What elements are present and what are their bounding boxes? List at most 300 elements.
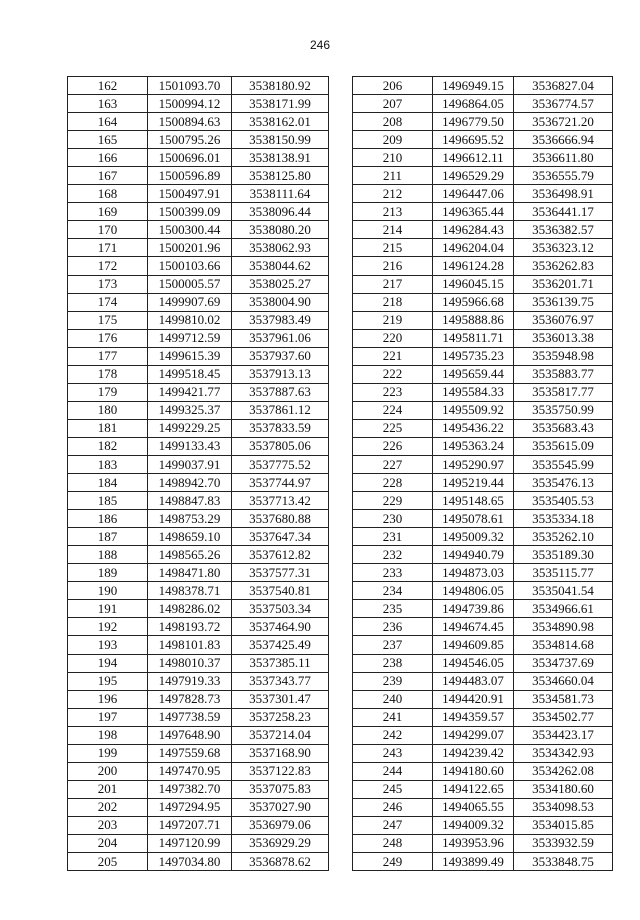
x-coordinate-cell: 1494299.07 — [433, 726, 514, 744]
y-coordinate-cell: 3537861.12 — [232, 401, 329, 419]
x-coordinate-cell: 1500696.01 — [148, 149, 232, 167]
point-number-cell: 215 — [353, 239, 433, 257]
x-coordinate-cell: 1497382.70 — [148, 780, 232, 798]
point-number-cell: 174 — [68, 293, 148, 311]
table-row — [68, 149, 329, 167]
table-row — [68, 95, 329, 113]
x-coordinate-cell: 1500894.63 — [148, 113, 232, 131]
point-number-cell: 201 — [68, 780, 148, 798]
y-coordinate-cell: 3537464.90 — [232, 618, 329, 636]
point-number-cell: 177 — [68, 347, 148, 365]
y-coordinate-cell: 3535189.30 — [514, 546, 613, 564]
y-coordinate-cell: 3538125.80 — [232, 167, 329, 185]
point-number-cell: 210 — [353, 149, 433, 167]
table-row — [353, 401, 613, 419]
table-row — [68, 275, 329, 293]
table-row — [68, 131, 329, 149]
point-number-cell: 165 — [68, 131, 148, 149]
table-row — [353, 492, 613, 510]
point-number-cell: 241 — [353, 708, 433, 726]
y-coordinate-cell: 3537961.06 — [232, 329, 329, 347]
y-coordinate-cell: 3537937.60 — [232, 347, 329, 365]
y-coordinate-cell: 3535262.10 — [514, 528, 613, 546]
table-row — [353, 744, 613, 762]
point-number-cell: 180 — [68, 401, 148, 419]
table-row — [68, 167, 329, 185]
table-row — [68, 329, 329, 347]
point-number-cell: 175 — [68, 311, 148, 329]
table-row — [68, 636, 329, 654]
point-number-cell: 179 — [68, 383, 148, 401]
y-coordinate-cell: 3537027.90 — [232, 798, 329, 816]
point-number-cell: 169 — [68, 203, 148, 221]
y-coordinate-cell: 3535405.53 — [514, 492, 613, 510]
x-coordinate-cell: 1495363.24 — [433, 437, 514, 455]
y-coordinate-cell: 3533848.75 — [514, 853, 613, 871]
x-coordinate-cell: 1495966.68 — [433, 293, 514, 311]
x-coordinate-cell: 1494359.57 — [433, 708, 514, 726]
y-coordinate-cell: 3537887.63 — [232, 383, 329, 401]
y-coordinate-cell: 3536721.20 — [514, 113, 613, 131]
y-coordinate-cell: 3535817.77 — [514, 383, 613, 401]
x-coordinate-cell: 1496529.29 — [433, 167, 514, 185]
x-coordinate-cell: 1496612.11 — [433, 149, 514, 167]
table-row — [68, 239, 329, 257]
table-row — [353, 582, 613, 600]
point-number-cell: 249 — [353, 853, 433, 871]
point-number-cell: 244 — [353, 762, 433, 780]
y-coordinate-cell: 3537168.90 — [232, 744, 329, 762]
point-number-cell: 172 — [68, 257, 148, 275]
point-number-cell: 166 — [68, 149, 148, 167]
table-row — [68, 221, 329, 239]
table-row — [68, 762, 329, 780]
y-coordinate-cell: 3537713.42 — [232, 492, 329, 510]
point-number-cell: 219 — [353, 311, 433, 329]
x-coordinate-cell: 1495219.44 — [433, 474, 514, 492]
point-number-cell: 207 — [353, 95, 433, 113]
point-number-cell: 221 — [353, 347, 433, 365]
point-number-cell: 239 — [353, 672, 433, 690]
x-coordinate-cell: 1495659.44 — [433, 365, 514, 383]
x-coordinate-cell: 1497828.73 — [148, 690, 232, 708]
x-coordinate-cell: 1494940.79 — [433, 546, 514, 564]
point-number-cell: 168 — [68, 185, 148, 203]
y-coordinate-cell: 3535545.99 — [514, 455, 613, 473]
x-coordinate-cell: 1494009.32 — [433, 816, 514, 834]
y-coordinate-cell: 3538171.99 — [232, 95, 329, 113]
y-coordinate-cell: 3537075.83 — [232, 780, 329, 798]
point-number-cell: 205 — [68, 853, 148, 871]
point-number-cell: 186 — [68, 510, 148, 528]
y-coordinate-cell: 3536979.06 — [232, 816, 329, 834]
y-coordinate-cell: 3536827.04 — [514, 77, 613, 95]
table-row — [353, 149, 613, 167]
point-number-cell: 196 — [68, 690, 148, 708]
point-number-cell: 224 — [353, 401, 433, 419]
table-row — [68, 474, 329, 492]
x-coordinate-cell: 1495735.23 — [433, 347, 514, 365]
y-coordinate-cell: 3535615.09 — [514, 437, 613, 455]
y-coordinate-cell: 3534814.68 — [514, 636, 613, 654]
x-coordinate-cell: 1499037.91 — [148, 455, 232, 473]
table-row — [68, 834, 329, 852]
table-row — [68, 816, 329, 834]
x-coordinate-cell: 1501093.70 — [148, 77, 232, 95]
y-coordinate-cell: 3535334.18 — [514, 510, 613, 528]
x-coordinate-cell: 1497207.71 — [148, 816, 232, 834]
y-coordinate-cell: 3536555.79 — [514, 167, 613, 185]
x-coordinate-cell: 1495148.65 — [433, 492, 514, 510]
table-row — [353, 834, 613, 852]
y-coordinate-cell: 3536382.57 — [514, 221, 613, 239]
table-row — [353, 636, 613, 654]
point-number-cell: 198 — [68, 726, 148, 744]
table-row — [68, 600, 329, 618]
point-number-cell: 230 — [353, 510, 433, 528]
point-number-cell: 242 — [353, 726, 433, 744]
y-coordinate-cell: 3535883.77 — [514, 365, 613, 383]
point-number-cell: 164 — [68, 113, 148, 131]
point-number-cell: 189 — [68, 564, 148, 582]
point-number-cell: 200 — [68, 762, 148, 780]
x-coordinate-cell: 1495584.33 — [433, 383, 514, 401]
table-row — [353, 131, 613, 149]
point-number-cell: 226 — [353, 437, 433, 455]
table-row — [353, 221, 613, 239]
x-coordinate-cell: 1495436.22 — [433, 419, 514, 437]
point-number-cell: 183 — [68, 455, 148, 473]
point-number-cell: 232 — [353, 546, 433, 564]
x-coordinate-cell: 1499907.69 — [148, 293, 232, 311]
table-row — [353, 726, 613, 744]
x-coordinate-cell: 1499810.02 — [148, 311, 232, 329]
x-coordinate-cell: 1496779.50 — [433, 113, 514, 131]
x-coordinate-cell: 1500795.26 — [148, 131, 232, 149]
point-number-cell: 188 — [68, 546, 148, 564]
point-number-cell: 233 — [353, 564, 433, 582]
point-number-cell: 212 — [353, 185, 433, 203]
x-coordinate-cell: 1498471.80 — [148, 564, 232, 582]
x-coordinate-cell: 1498101.83 — [148, 636, 232, 654]
y-coordinate-cell: 3536262.83 — [514, 257, 613, 275]
table-row — [68, 582, 329, 600]
y-coordinate-cell: 3534180.60 — [514, 780, 613, 798]
table-row — [68, 780, 329, 798]
point-number-cell: 204 — [68, 834, 148, 852]
x-coordinate-cell: 1500201.96 — [148, 239, 232, 257]
point-number-cell: 228 — [353, 474, 433, 492]
y-coordinate-cell: 3535041.54 — [514, 582, 613, 600]
point-number-cell: 167 — [68, 167, 148, 185]
point-number-cell: 223 — [353, 383, 433, 401]
y-coordinate-cell: 3537612.82 — [232, 546, 329, 564]
point-number-cell: 184 — [68, 474, 148, 492]
point-number-cell: 222 — [353, 365, 433, 383]
x-coordinate-cell: 1495509.92 — [433, 401, 514, 419]
table-row — [68, 853, 329, 871]
table-row — [353, 546, 613, 564]
table-row — [68, 113, 329, 131]
y-coordinate-cell: 3537540.81 — [232, 582, 329, 600]
x-coordinate-cell: 1497294.95 — [148, 798, 232, 816]
point-number-cell: 206 — [353, 77, 433, 95]
table-row — [353, 455, 613, 473]
x-coordinate-cell: 1496204.04 — [433, 239, 514, 257]
table-row — [68, 618, 329, 636]
y-coordinate-cell: 3534660.04 — [514, 672, 613, 690]
x-coordinate-cell: 1493953.96 — [433, 834, 514, 852]
table-row — [353, 510, 613, 528]
point-number-cell: 248 — [353, 834, 433, 852]
table-row — [353, 293, 613, 311]
y-coordinate-cell: 3538062.93 — [232, 239, 329, 257]
point-number-cell: 245 — [353, 780, 433, 798]
table-row — [68, 293, 329, 311]
point-number-cell: 211 — [353, 167, 433, 185]
point-number-cell: 203 — [68, 816, 148, 834]
x-coordinate-cell: 1497738.59 — [148, 708, 232, 726]
table-row — [68, 365, 329, 383]
x-coordinate-cell: 1500103.66 — [148, 257, 232, 275]
table-row — [353, 618, 613, 636]
point-number-cell: 217 — [353, 275, 433, 293]
x-coordinate-cell: 1496365.44 — [433, 203, 514, 221]
table-row — [353, 437, 613, 455]
table-row — [353, 780, 613, 798]
table-row — [68, 383, 329, 401]
table-row — [353, 239, 613, 257]
table-row — [68, 654, 329, 672]
coordinate-table-left — [67, 76, 329, 871]
x-coordinate-cell: 1498193.72 — [148, 618, 232, 636]
point-number-cell: 213 — [353, 203, 433, 221]
table-row — [353, 365, 613, 383]
x-coordinate-cell: 1496864.05 — [433, 95, 514, 113]
y-coordinate-cell: 3538111.64 — [232, 185, 329, 203]
x-coordinate-cell: 1495078.61 — [433, 510, 514, 528]
table-row — [353, 798, 613, 816]
point-number-cell: 182 — [68, 437, 148, 455]
point-number-cell: 214 — [353, 221, 433, 239]
y-coordinate-cell: 3538004.90 — [232, 293, 329, 311]
y-coordinate-cell: 3538025.27 — [232, 275, 329, 293]
x-coordinate-cell: 1494483.07 — [433, 672, 514, 690]
y-coordinate-cell: 3538150.99 — [232, 131, 329, 149]
x-coordinate-cell: 1496045.15 — [433, 275, 514, 293]
table-row — [68, 419, 329, 437]
y-coordinate-cell: 3537833.59 — [232, 419, 329, 437]
table-row — [353, 113, 613, 131]
y-coordinate-cell: 3537122.83 — [232, 762, 329, 780]
point-number-cell: 197 — [68, 708, 148, 726]
y-coordinate-cell: 3536139.75 — [514, 293, 613, 311]
x-coordinate-cell: 1500399.09 — [148, 203, 232, 221]
point-number-cell: 220 — [353, 329, 433, 347]
x-coordinate-cell: 1497648.90 — [148, 726, 232, 744]
table-row — [353, 654, 613, 672]
x-coordinate-cell: 1499615.39 — [148, 347, 232, 365]
y-coordinate-cell: 3534098.53 — [514, 798, 613, 816]
point-number-cell: 235 — [353, 600, 433, 618]
x-coordinate-cell: 1496949.15 — [433, 77, 514, 95]
y-coordinate-cell: 3534262.08 — [514, 762, 613, 780]
table-row — [68, 690, 329, 708]
table-row — [353, 762, 613, 780]
point-number-cell: 185 — [68, 492, 148, 510]
point-number-cell: 240 — [353, 690, 433, 708]
point-number-cell: 192 — [68, 618, 148, 636]
table-row — [353, 853, 613, 871]
table-row — [353, 690, 613, 708]
x-coordinate-cell: 1494420.91 — [433, 690, 514, 708]
x-coordinate-cell: 1494873.03 — [433, 564, 514, 582]
y-coordinate-cell: 3538180.92 — [232, 77, 329, 95]
y-coordinate-cell: 3534015.85 — [514, 816, 613, 834]
table-row — [68, 510, 329, 528]
table-row — [353, 816, 613, 834]
x-coordinate-cell: 1493899.49 — [433, 853, 514, 871]
y-coordinate-cell: 3537577.31 — [232, 564, 329, 582]
table-row — [68, 401, 329, 419]
table-row — [68, 77, 329, 95]
point-number-cell: 234 — [353, 582, 433, 600]
table-row — [68, 564, 329, 582]
table-row — [353, 708, 613, 726]
y-coordinate-cell: 3537503.34 — [232, 600, 329, 618]
x-coordinate-cell: 1494806.05 — [433, 582, 514, 600]
x-coordinate-cell: 1494180.60 — [433, 762, 514, 780]
point-number-cell: 162 — [68, 77, 148, 95]
x-coordinate-cell: 1495811.71 — [433, 329, 514, 347]
y-coordinate-cell: 3538162.01 — [232, 113, 329, 131]
y-coordinate-cell: 3534423.17 — [514, 726, 613, 744]
y-coordinate-cell: 3537425.49 — [232, 636, 329, 654]
point-number-cell: 236 — [353, 618, 433, 636]
x-coordinate-cell: 1497919.33 — [148, 672, 232, 690]
point-number-cell: 187 — [68, 528, 148, 546]
table-row — [68, 455, 329, 473]
x-coordinate-cell: 1494065.55 — [433, 798, 514, 816]
y-coordinate-cell: 3536441.17 — [514, 203, 613, 221]
y-coordinate-cell: 3537301.47 — [232, 690, 329, 708]
table-row — [353, 600, 613, 618]
y-coordinate-cell: 3536013.38 — [514, 329, 613, 347]
x-coordinate-cell: 1494122.65 — [433, 780, 514, 798]
x-coordinate-cell: 1500497.91 — [148, 185, 232, 203]
y-coordinate-cell: 3537647.34 — [232, 528, 329, 546]
y-coordinate-cell: 3537385.11 — [232, 654, 329, 672]
table-row — [353, 474, 613, 492]
y-coordinate-cell: 3537343.77 — [232, 672, 329, 690]
point-number-cell: 246 — [353, 798, 433, 816]
x-coordinate-cell: 1499518.45 — [148, 365, 232, 383]
table-row — [68, 744, 329, 762]
table-row — [353, 329, 613, 347]
x-coordinate-cell: 1498286.02 — [148, 600, 232, 618]
y-coordinate-cell: 3535948.98 — [514, 347, 613, 365]
y-coordinate-cell: 3537775.52 — [232, 455, 329, 473]
table-row — [353, 347, 613, 365]
y-coordinate-cell: 3534966.61 — [514, 600, 613, 618]
point-number-cell: 209 — [353, 131, 433, 149]
x-coordinate-cell: 1497559.68 — [148, 744, 232, 762]
coordinate-table-right — [352, 76, 613, 871]
point-number-cell: 191 — [68, 600, 148, 618]
y-coordinate-cell: 3537983.49 — [232, 311, 329, 329]
x-coordinate-cell: 1499133.43 — [148, 437, 232, 455]
point-number-cell: 218 — [353, 293, 433, 311]
table-row — [68, 185, 329, 203]
table-row — [68, 546, 329, 564]
point-number-cell: 216 — [353, 257, 433, 275]
point-number-cell: 231 — [353, 528, 433, 546]
y-coordinate-cell: 3538044.62 — [232, 257, 329, 275]
x-coordinate-cell: 1498847.83 — [148, 492, 232, 510]
y-coordinate-cell: 3536323.12 — [514, 239, 613, 257]
table-row — [68, 492, 329, 510]
y-coordinate-cell: 3535750.99 — [514, 401, 613, 419]
y-coordinate-cell: 3534342.93 — [514, 744, 613, 762]
point-number-cell: 190 — [68, 582, 148, 600]
x-coordinate-cell: 1494609.85 — [433, 636, 514, 654]
page-number: 246 — [309, 38, 331, 52]
point-number-cell: 237 — [353, 636, 433, 654]
point-number-cell: 176 — [68, 329, 148, 347]
y-coordinate-cell: 3535115.77 — [514, 564, 613, 582]
y-coordinate-cell: 3538138.91 — [232, 149, 329, 167]
y-coordinate-cell: 3534890.98 — [514, 618, 613, 636]
table-row — [68, 347, 329, 365]
point-number-cell: 163 — [68, 95, 148, 113]
point-number-cell: 225 — [353, 419, 433, 437]
y-coordinate-cell: 3537744.97 — [232, 474, 329, 492]
point-number-cell: 193 — [68, 636, 148, 654]
y-coordinate-cell: 3538096.44 — [232, 203, 329, 221]
point-number-cell: 194 — [68, 654, 148, 672]
y-coordinate-cell: 3537805.06 — [232, 437, 329, 455]
x-coordinate-cell: 1499229.25 — [148, 419, 232, 437]
point-number-cell: 181 — [68, 419, 148, 437]
table-row — [68, 257, 329, 275]
point-number-cell: 199 — [68, 744, 148, 762]
point-number-cell: 170 — [68, 221, 148, 239]
y-coordinate-cell: 3536666.94 — [514, 131, 613, 149]
x-coordinate-cell: 1496284.43 — [433, 221, 514, 239]
x-coordinate-cell: 1496447.06 — [433, 185, 514, 203]
x-coordinate-cell: 1495009.32 — [433, 528, 514, 546]
table-row — [353, 167, 613, 185]
x-coordinate-cell: 1494546.05 — [433, 654, 514, 672]
table-row — [353, 311, 613, 329]
y-coordinate-cell: 3536774.57 — [514, 95, 613, 113]
table-row — [353, 185, 613, 203]
point-number-cell: 173 — [68, 275, 148, 293]
y-coordinate-cell: 3536076.97 — [514, 311, 613, 329]
y-coordinate-cell: 3534581.73 — [514, 690, 613, 708]
point-number-cell: 229 — [353, 492, 433, 510]
table-row — [353, 528, 613, 546]
table-row — [68, 672, 329, 690]
x-coordinate-cell: 1500596.89 — [148, 167, 232, 185]
x-coordinate-cell: 1500994.12 — [148, 95, 232, 113]
x-coordinate-cell: 1499325.37 — [148, 401, 232, 419]
y-coordinate-cell: 3534737.69 — [514, 654, 613, 672]
x-coordinate-cell: 1494674.45 — [433, 618, 514, 636]
y-coordinate-cell: 3533932.59 — [514, 834, 613, 852]
point-number-cell: 243 — [353, 744, 433, 762]
y-coordinate-cell: 3538080.20 — [232, 221, 329, 239]
